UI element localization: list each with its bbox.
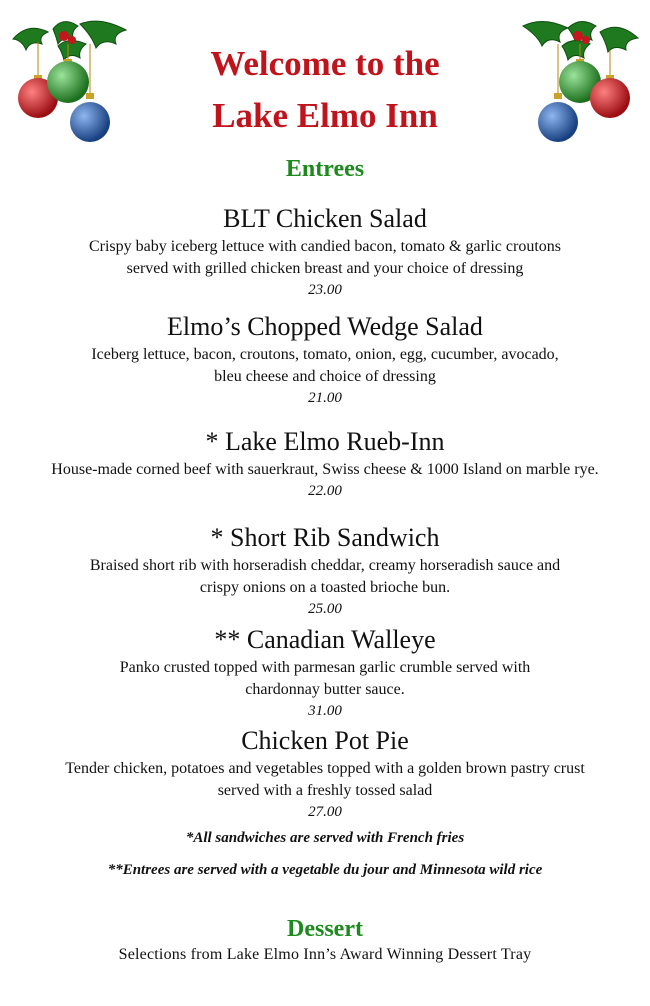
menu-item-name: Chicken Pot Pie bbox=[241, 726, 409, 755]
menu-item-desc-line: House-made corned beef with sauerkraut, Swiss cheese & 1000 Island on marble rye. bbox=[51, 461, 599, 478]
menu-item-desc-line: Tender chicken, potatoes and vegetables topped with a golden brown pastry crust bbox=[65, 760, 585, 777]
menu-item bbox=[0, 204, 650, 300]
menu-item-description bbox=[0, 344, 650, 388]
menu-item-desc-line: served with a freshly tossed salad bbox=[217, 782, 433, 799]
menu-item-desc-line: Crispy baby iceberg lettuce with candied bacon, tomato & garlic croutons bbox=[88, 238, 561, 255]
page-title-line1: Welcome to the bbox=[210, 44, 440, 83]
menu-item-desc-line: bleu cheese and choice of dressing bbox=[214, 368, 436, 385]
menu-item-price: 31.00 bbox=[308, 703, 342, 719]
menu-item-description bbox=[0, 236, 650, 280]
menu-item-price: 25.00 bbox=[308, 601, 342, 617]
menu-item-price: 23.00 bbox=[308, 282, 342, 298]
menu-item-price: 22.00 bbox=[308, 483, 342, 499]
menu-item-name: * Lake Elmo Rueb-Inn bbox=[205, 427, 445, 456]
menu-item-description bbox=[0, 555, 650, 599]
entrees-heading: Entrees bbox=[285, 156, 365, 182]
menu-item-description bbox=[0, 758, 650, 802]
menu-item bbox=[0, 312, 650, 408]
menu-item-name: * Short Rib Sandwich bbox=[210, 523, 440, 552]
menu-item-description bbox=[0, 459, 650, 481]
dessert-description: Selections from Lake Elmo Inn’s Award Winning Dessert Tray bbox=[118, 946, 532, 963]
menu-item bbox=[0, 625, 650, 721]
menu-item-desc-line: Braised short rib with horseradish cheddar, creamy horseradish sauce and bbox=[89, 557, 561, 574]
page-title-line2: Lake Elmo Inn bbox=[212, 96, 438, 135]
menu-item-desc-line: chardonnay butter sauce. bbox=[245, 681, 405, 698]
menu-item-price: 27.00 bbox=[308, 804, 342, 820]
menu-item bbox=[0, 523, 650, 619]
menu-item-desc-line: served with grilled chicken breast and your choice of dressing bbox=[126, 260, 524, 277]
dessert-heading: Dessert bbox=[287, 916, 363, 942]
menu-item-name: ** Canadian Walleye bbox=[214, 625, 436, 654]
menu-item-description bbox=[0, 657, 650, 701]
entree-note: **Entrees are served with a vegetable du jour and Minnesota wild rice bbox=[107, 862, 543, 878]
menu-item bbox=[0, 427, 650, 501]
menu-item-desc-line: crispy onions on a toasted brioche bun. bbox=[199, 579, 451, 596]
menu-item-name: Elmo’s Chopped Wedge Salad bbox=[167, 312, 483, 341]
menu-item bbox=[0, 726, 650, 822]
menu-item-desc-line: Iceberg lettuce, bacon, croutons, tomato, onion, egg, cucumber, avocado, bbox=[91, 346, 559, 363]
menu-item-name: BLT Chicken Salad bbox=[223, 204, 427, 233]
menu-item-price: 21.00 bbox=[308, 390, 342, 406]
menu-item-desc-line: Panko crusted topped with parmesan garlic crumble served with bbox=[119, 659, 531, 676]
sandwich-note: *All sandwiches are served with French fries bbox=[185, 830, 465, 846]
